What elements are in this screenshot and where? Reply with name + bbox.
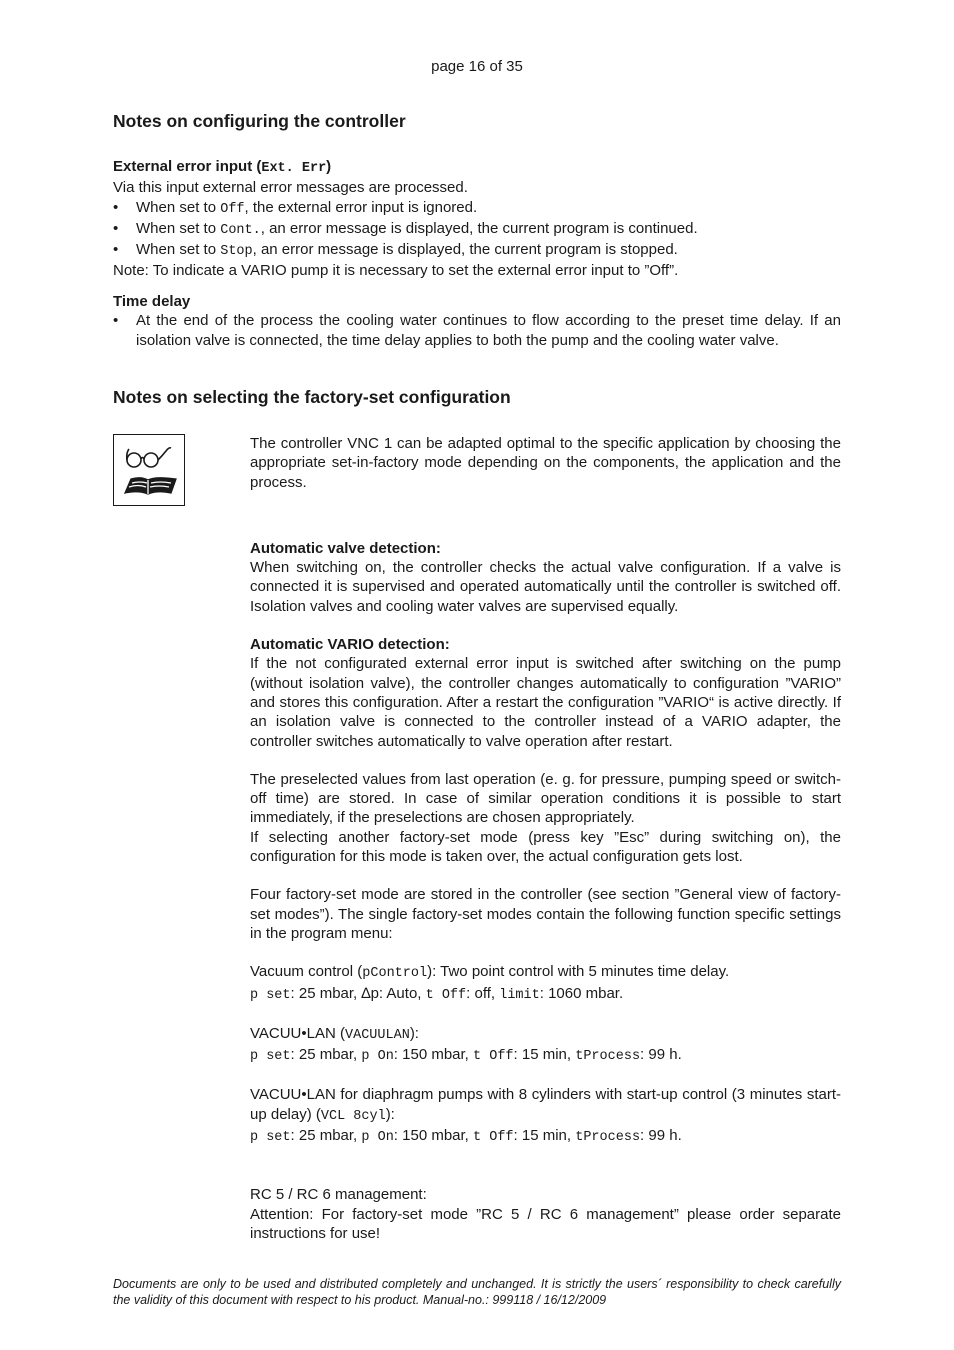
vario-detection-heading: Automatic VARIO detection: [250,636,450,654]
external-error-list [113,198,841,262]
list-item: • At the end of the process the cooling water continues to flow according to the preset time delay. If an isolation valve is connected, the time delay applies to both the pump and the cooling water valve. [113,311,841,350]
page-number: page 16 of 35 [431,58,523,75]
glasses-book-icon [113,434,185,506]
another-mode-text: If selecting another factory-set mode (press key ”Esc” during switching on), the configuration for this mode is taken over, the actual configuration gets lost. [250,828,841,866]
footer-disclaimer: Documents are only to be used and distributed completely and unchanged. It is strictly the users´ responsibility to check carefully the validity of this document with respect to his product. Manual-no.: 999118 / 16/12/2009 [113,1277,841,1307]
list-item: • When set to Stop, an error message is displayed, the current program is stopped. [113,240,841,261]
four-modes-text: Four factory-set mode are stored in the controller (see section ”General view of factory-set modes”). The single factory-set modes contain the following function specific settings in the program menu: [250,886,841,942]
list-item: • When set to Cont., an error message is displayed, the current program is continued. [113,219,841,240]
vacuum-control-line: Vacuum control (pControl): Two point control with 5 minutes time delay. [250,963,730,982]
rc-management-text: Attention: For factory-set mode ”RC 5 / RC 6 management” please order separate instructions for use! [250,1205,841,1242]
preselect-text: The preselected values from last operation (e. g. for pressure, pumping speed or switch-off time) are stored. In case of similar operation conditions it is possible to start immediately, if the preselections are chosen appropriately. [250,770,841,827]
diaphragm-8cyl-line: VACUU•LAN for diaphragm pumps with 8 cylinders with start-up control (3 minutes start-up delay) (VCL 8cyl): [250,1086,841,1124]
time-delay-list [113,311,841,350]
section-title-configuring: Notes on configuring the controller [113,111,406,131]
valve-detection-heading: Automatic valve detection: [250,539,441,557]
time-delay-section [113,292,841,350]
external-error-intro: Via this input external error messages are processed. [113,179,468,197]
diaphragm-8cyl-settings: p set: 25 mbar, p On: 150 mbar, t Off: 15 min, tProcess: 99 h. [250,1127,682,1146]
external-error-note: Note: To indicate a VARIO pump it is necessary to set the external error input to ”Off”. [113,262,679,280]
rc-management-title: RC 5 / RC 6 management: [250,1186,427,1204]
factory-intro: The controller VNC 1 can be adapted optimal to the specific application by choosing the appropriate set-in-factory mode depending on the components, the application and the process. [250,435,841,491]
vacuum-control-settings: p set: 25 mbar, ∆p: Auto, t Off: off, limit: 1060 mbar. [250,984,624,1003]
factory-config-body [250,434,841,1243]
external-error-heading: External error input (Ext. Err) [113,158,332,176]
section-title-factory-config: Notes on selecting the factory-set configuration [113,387,511,407]
vacuulan-line: VACUU•LAN (VACUULAN): [250,1024,419,1043]
ext-err-code: Ext. Err [261,161,327,176]
vacuulan-settings: p set: 25 mbar, p On: 150 mbar, t Off: 15 min, tProcess: 99 h. [250,1046,682,1065]
external-error-section [113,157,841,281]
time-delay-heading: Time delay [113,293,191,310]
valve-detection-text: When switching on, the controller checks the actual valve configuration. If a valve is connected it is supervised and operated automatically until the controller is switched off. Isolation valves and cooling water valves are supervised equally. [250,559,841,615]
vario-detection-text: If the not configurated external error input is switched after switching on the pump (without isolation valve), the controller changes automatically to configuration ”VARIO” and stores this configuration. After a restart the configuration ”VARIO“ is active directly. If an isolation valve is connected to the controller instead of a VARIO adapter, the controller switches automatically to valve operation after restart. [250,655,841,750]
list-item: • When set to Off, the external error input is ignored. [113,198,841,219]
